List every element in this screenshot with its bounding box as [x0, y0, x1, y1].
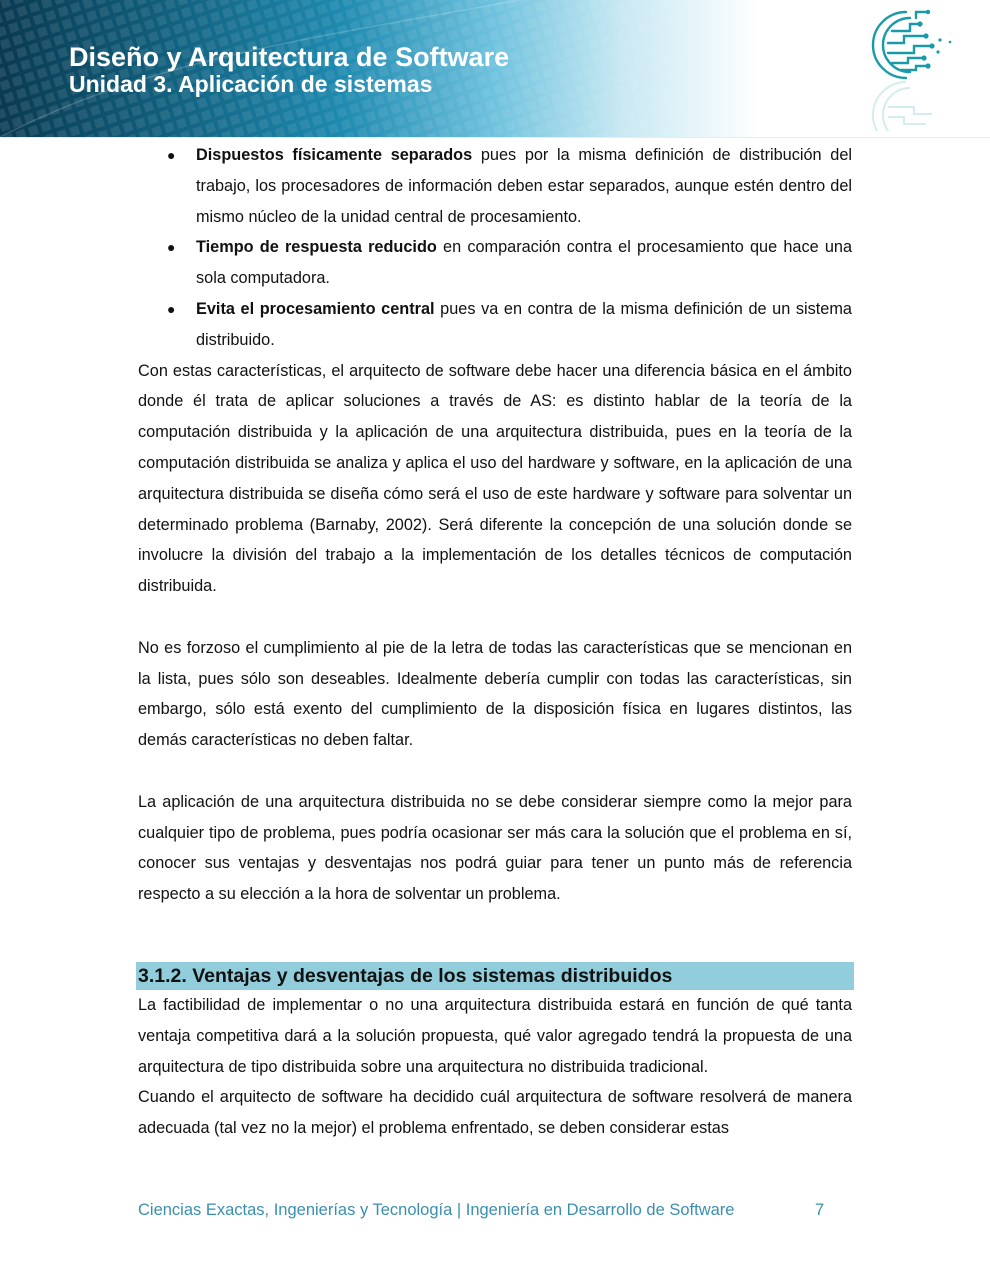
- paragraph: La aplicación de una arquitectura distribuida no se debe considerar siempre como la mejor para cualquier tipo de problema, pues podría ocasionar ser más cara la solución que el problema en sí, conocer sus ventajas y desventajas nos podrá guiar para tener un punto más de referencia respecto a su elección a la hora de solventar un problema.: [138, 792, 852, 904]
- list-item-term: Dispuestos físicamente separados: [196, 146, 473, 164]
- page-number: 7: [815, 1201, 825, 1219]
- spacer: [138, 602, 852, 633]
- list-item: [138, 140, 852, 232]
- page-header: [0, 0, 990, 138]
- section-heading: 3.1.2. Ventajas y desventajas de los sistemas distribuidos: [136, 962, 854, 990]
- document-title: Diseño y Arquitectura de Software: [69, 42, 510, 72]
- paragraph: Con estas características, el arquitecto de software debe hacer una diferencia básica en el ámbito donde él trata de aplicar soluciones a través de AS: es distinto hablar de la teoría de la computación distribuida y la aplicación de una arquitectura distribuida, pues en la teoría de la computación distribuida se analiza y aplica el uso del hardware y software, en la aplicación de una arquitectura distribuida se diseña cómo será el uso de este hardware y software para solventar un determinado problema (Barnaby, 2002). Será diferente la concepción de una solución donde se involucre la división del trabajo a la implementación de los detalles técnicos de computación distribuida.: [138, 361, 852, 596]
- bullet-icon: ●: [167, 239, 176, 256]
- spacer: [138, 756, 852, 787]
- page-body: [138, 140, 852, 1144]
- spacer: [138, 910, 852, 962]
- list-item-text: pues va en contra de la misma definición de un sistema distribuido.: [196, 299, 852, 349]
- bullet-icon: ●: [167, 147, 176, 163]
- list-item-text: pues por la misma definición de distribución del trabajo, los procesadores de información deben estar separados, aunque estén dentro del mismo núcleo de la unidad central de procesamiento.: [196, 146, 852, 226]
- unit-subtitle: Unidad 3. Aplicación de sistemas: [69, 71, 433, 97]
- list-item: [138, 232, 852, 294]
- list-item: [138, 294, 852, 356]
- circuit-brain-logo-icon: [870, 6, 960, 131]
- paragraph: No es forzoso el cumplimiento al pie de la letra de todas las características que se mencionan en la lista, pues sólo son deseables. Idealmente debería cumplir con todas las características, sin embargo, sólo está exento del cumplimiento de la disposición física en lugares distintos, las demás características no deben faltar.: [138, 638, 852, 750]
- list-item-text: en comparación contra el procesamiento que hace una sola computadora.: [196, 238, 853, 288]
- characteristics-list: [138, 140, 852, 356]
- page-footer: [138, 1201, 852, 1220]
- bullet-icon: ●: [167, 300, 176, 317]
- footer-text: Ciencias Exactas, Ingenierías y Tecnología | Ingeniería en Desarrollo de Software: [138, 1201, 735, 1219]
- paragraph: La factibilidad de implementar o no una arquitectura distribuida estará en función de qué tanta ventaja competitiva dará a la solución propuesta, qué valor agregado tendrá la propuesta de una arquitectura de tipo distribuida sobre una arquitectura no distribuida tradicional.: [138, 995, 852, 1076]
- paragraph: Cuando el arquitecto de software ha decidido cuál arquitectura de software resolverá de manera adecuada (tal vez no la mejor) el problema enfrentado, se deben considerar estas: [138, 1088, 852, 1138]
- list-item-term: Evita el procesamiento central: [196, 299, 435, 318]
- list-item-term: Tiempo de respuesta reducido: [196, 238, 437, 257]
